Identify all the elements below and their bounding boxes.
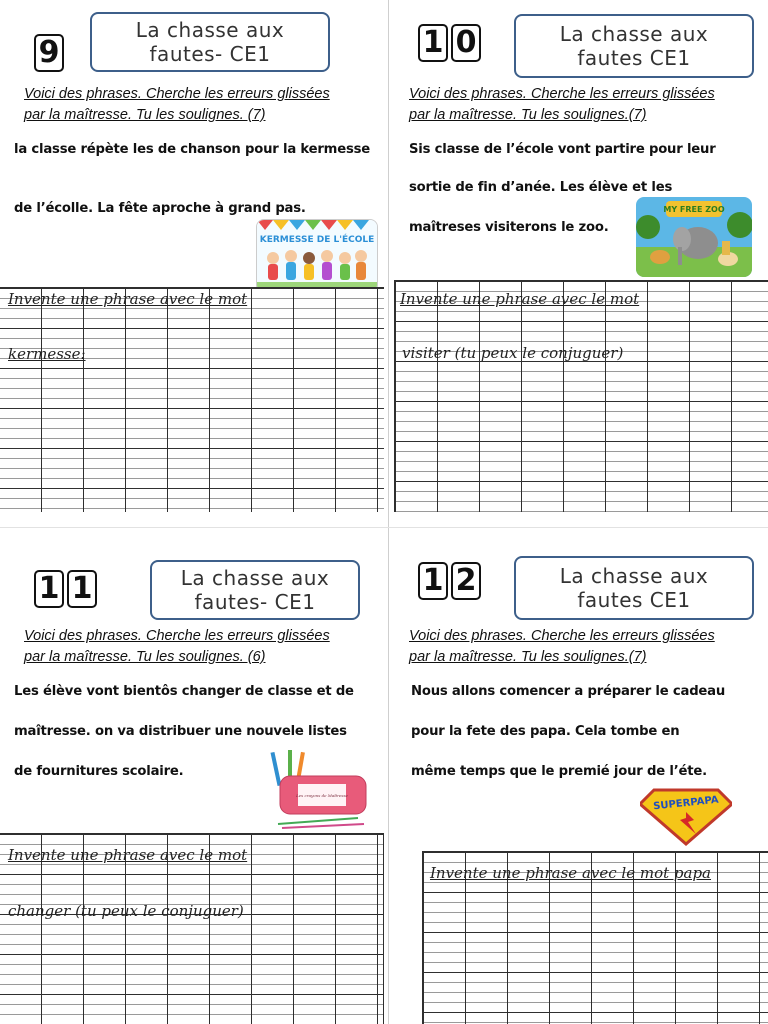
number-digit: 1 <box>418 562 448 600</box>
number-digit: 1 <box>418 24 448 62</box>
error-sentence: maîtresse. on va distribuer une nouvele listes <box>14 724 347 739</box>
instruction-text <box>409 626 715 668</box>
writing-grid[interactable] <box>394 280 768 512</box>
error-sentence: Les élève vont bientôs changer de classe et de <box>14 684 354 699</box>
error-sentence: pour la fete des papa. Cela tombe en <box>411 724 680 739</box>
exercise-card-12 <box>384 512 768 1024</box>
title-line-1: La chasse aux <box>559 22 709 46</box>
pencil-case-label: Les crayons de Maîtresse <box>296 793 348 798</box>
exercise-title <box>150 560 360 620</box>
error-sentence: Sis classe de l’école vont partire pour leur <box>409 142 716 157</box>
error-sentence: Nous allons comencer a préparer le cadeau <box>411 684 726 699</box>
handwriting-prompt: Invente une phrase avec le mot <box>400 290 640 308</box>
exercise-title <box>514 14 754 78</box>
number-digit: 0 <box>451 24 481 62</box>
instruction-line-1: Voici des phrases. Cherche les erreurs glissées <box>24 628 330 644</box>
error-sentence: de fournitures scolaire. <box>14 764 184 779</box>
number-digit: 1 <box>34 570 64 608</box>
number-digit: 9 <box>34 34 64 72</box>
error-sentence: maîtreses visiterons le zoo. <box>409 220 609 235</box>
writing-grid[interactable] <box>0 287 384 512</box>
number-digit: 2 <box>451 562 481 600</box>
instruction-text <box>24 626 330 668</box>
instruction-text <box>409 84 715 126</box>
superpapa-label: SUPERPAPA <box>652 794 720 813</box>
exercise-card-10 <box>384 0 768 512</box>
pencil-case-image <box>268 746 378 836</box>
title-line-1: La chasse aux <box>135 18 285 42</box>
handwriting-prompt: Invente une phrase avec le mot <box>8 290 248 308</box>
exercise-number <box>418 562 481 600</box>
handwriting-prompt: Invente une phrase avec le mot <box>8 846 248 864</box>
exercise-title <box>90 12 330 72</box>
instruction-text <box>24 84 330 126</box>
exercise-card-9 <box>0 0 384 512</box>
exercise-number <box>34 570 97 608</box>
exercise-card-11 <box>0 512 384 1024</box>
error-sentence: même temps que le premié jour de l’éte. <box>411 764 707 779</box>
instruction-line-2: par la maîtresse. Tu les soulignes.(7) <box>409 649 647 665</box>
exercise-number <box>34 34 64 72</box>
handwriting-word: visiter (tu peux le conjuguer) <box>402 344 624 362</box>
handwriting-word: kermesse: <box>8 345 86 363</box>
title-line-2: fautes- CE1 <box>194 590 316 614</box>
title-line-2: fautes- CE1 <box>149 42 271 66</box>
title-line-2: fautes CE1 <box>577 46 691 70</box>
exercise-number <box>418 24 481 62</box>
zoo-image <box>636 197 752 277</box>
title-line-1: La chasse aux <box>180 566 330 590</box>
instruction-line-2: par la maîtresse. Tu les soulignes. (7) <box>24 107 266 123</box>
handwriting-prompt: Invente une phrase avec le mot papa <box>430 864 712 882</box>
error-sentence: sortie de fin d’anée. Les élève et les <box>409 180 673 195</box>
instruction-line-1: Voici des phrases. Cherche les erreurs glissées <box>409 86 715 102</box>
instruction-line-1: Voici des phrases. Cherche les erreurs glissées <box>409 628 715 644</box>
title-line-1: La chasse aux <box>559 564 709 588</box>
instruction-line-1: Voici des phrases. Cherche les erreurs glissées <box>24 86 330 102</box>
instruction-line-2: par la maîtresse. Tu les soulignes.(7) <box>409 107 647 123</box>
number-digit: 1 <box>67 570 97 608</box>
title-line-2: fautes CE1 <box>577 588 691 612</box>
superpapa-image <box>640 786 732 846</box>
exercise-title <box>514 556 754 620</box>
error-sentence: la classe répète les de chanson pour la kermesse <box>14 142 370 157</box>
instruction-line-2: par la maîtresse. Tu les soulignes. (6) <box>24 649 266 665</box>
zoo-image-label: MY FREE ZOO <box>663 205 725 214</box>
handwriting-word: changer (tu peux le conjuguer) <box>8 902 244 920</box>
error-sentence: de l’écolle. La fête aproche à grand pas. <box>14 201 306 216</box>
kermesse-image-label: KERMESSE DE L'ÉCOLE <box>259 235 375 245</box>
kermesse-image <box>256 219 378 293</box>
